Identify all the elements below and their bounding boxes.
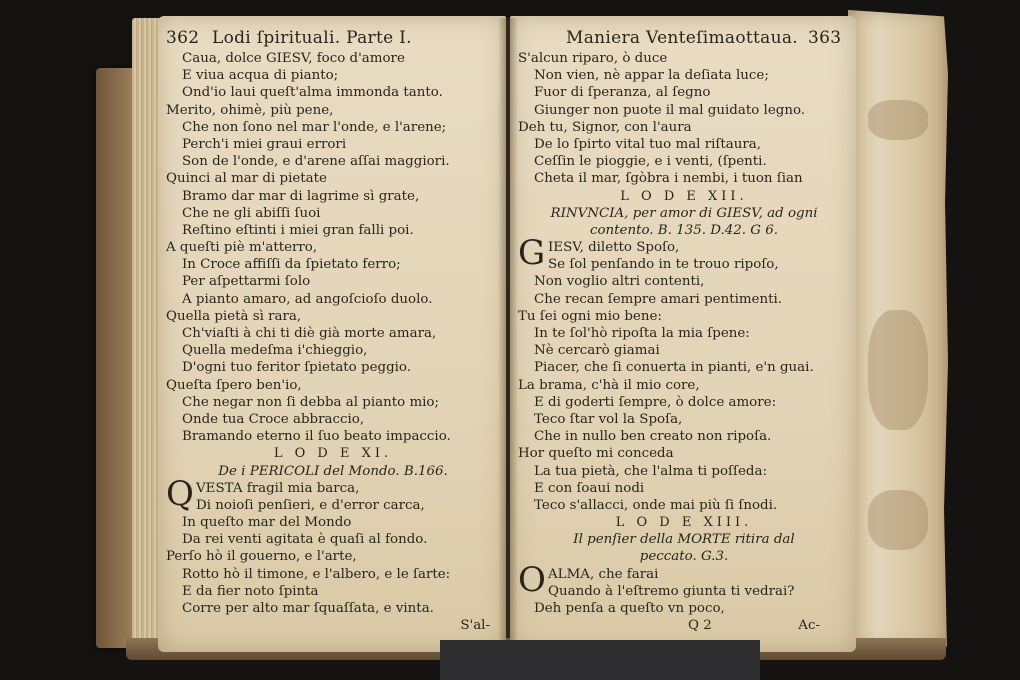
lode-title-xiii: L O D E XIII. xyxy=(615,515,753,531)
torn-flyleaf xyxy=(848,10,948,650)
verse-line: IESV, diletto Spoſo, xyxy=(548,240,680,256)
book-gutter xyxy=(498,18,518,652)
verse-line: ALMA, che farai xyxy=(548,566,659,582)
verse-line: De lo ſpirto vital tuo mal riſtaura, xyxy=(534,136,761,152)
open-book xyxy=(96,10,952,662)
verse-line: Teco ſtar vol la Spoſa, xyxy=(534,411,683,427)
verse-line: A pianto amaro, ad angoſcioſo duolo. xyxy=(182,291,433,307)
verse-line: S'alcun riparo, ò duce xyxy=(518,51,668,66)
verse-line: E di goderti ſempre, ò dolce amore: xyxy=(534,394,777,410)
lode-subtitle-xi: De i PERICOLI del Mondo. B.166. xyxy=(218,463,448,479)
verse-line: Che ne gli abiſſi ſuoi xyxy=(182,205,321,221)
verse-line: Nè cercarò giamai xyxy=(534,343,660,359)
verse-line: Deh penſa a queſto vn poco, xyxy=(534,601,725,617)
verse-line: D'ogni tuo feritor ſpietato peggio. xyxy=(182,360,412,376)
left-page xyxy=(158,16,506,652)
lode-title-xii: L O D E XII. xyxy=(620,188,748,204)
verse-line: Rotto hò il timone, e l'albero, e le ſarte: xyxy=(182,566,451,582)
verse-line: Per aſpettarmi ſolo xyxy=(182,274,311,290)
drop-cap-stanza xyxy=(518,233,850,274)
verse-line: E con ſoaui nodi xyxy=(534,480,645,496)
drop-cap-o: O xyxy=(518,559,546,600)
verse-line: Se ſol penſando in te trouo ripoſo, xyxy=(548,257,779,273)
verse-line: Quinci al mar di pietate xyxy=(166,171,327,187)
verse-line: Quella medeſma i'chieggio, xyxy=(182,343,368,359)
verse-line: Che negar non ſi debba al pianto mio; xyxy=(182,394,439,410)
verse-line: La brama, c'hà il mio core, xyxy=(518,377,700,393)
verse-line: Reſtino eſtinti i miei gran falli poi. xyxy=(182,222,414,238)
right-running-title: Maniera Venteſimaottaua. xyxy=(566,28,798,48)
verse-line: Ch'viaſti à chi ti diè già morte amara, xyxy=(182,326,437,341)
verse-line: E da fier noto ſpinta xyxy=(182,583,319,599)
left-page-number: 362 xyxy=(166,28,200,48)
right-page-number: 363 xyxy=(807,28,842,48)
left-running-title: Lodi ſpirituali. Parte I. xyxy=(212,28,412,48)
verse-line: Quando à l'eſtremo giunta ti vedrai? xyxy=(548,583,795,599)
verse-line: In queſto mar del Mondo xyxy=(182,515,352,531)
verse-line: Queſta ſpero ben'io, xyxy=(166,377,302,393)
verse-line: Non voglio altri contenti, xyxy=(534,274,705,290)
verse-line: Bramo dar mar di lagrime sì grate, xyxy=(182,188,420,204)
verse-line: In te ſol'hò ripoſta la mia ſpene: xyxy=(534,326,750,342)
verse-line: Che in nullo ben creato non ripoſa. xyxy=(534,429,772,445)
verse-line: Cheta il mar, ſgòbra i nembi, i tuon ſian xyxy=(534,171,803,187)
verse-line: In Croce affiſſi da ſpietato ferro; xyxy=(182,257,401,273)
verse-line: Ceſſin le pioggie, e i venti, (ſpenti. xyxy=(534,154,767,170)
verse-line: Perch'i miei graui errori xyxy=(182,136,347,152)
right-page xyxy=(510,16,856,652)
lode-subtitle-xiii-b: peccato. G.3. xyxy=(639,549,729,565)
verse-line: Onde tua Croce abbraccio, xyxy=(182,411,365,427)
verse-line: Son de l'onde, e d'arene aſſai maggiori. xyxy=(182,154,450,170)
right-page-footer xyxy=(518,617,850,634)
verse-line: Non vien, nè appar la deſiata luce; xyxy=(534,68,769,84)
verse-line: Merito, ohimè, più pene, xyxy=(166,102,334,118)
verse-line: Ond'io laui queſt'alma immonda tanto. xyxy=(182,85,443,101)
lode-title-xi: L O D E XI. xyxy=(273,446,393,462)
signature-mark: Q 2 xyxy=(688,618,712,634)
lode-subtitle-xiii-a: Il penſier della MORTE ritira dal xyxy=(573,532,795,548)
verse-line: Bramando eterno il ſuo beato impaccio. xyxy=(182,429,451,445)
verse-line: La tua pietà, che l'alma ti poſſeda: xyxy=(534,463,767,479)
verse-line: Che non ſono nel mar l'onde, e l'arene; xyxy=(182,119,447,135)
verse-line: Giunger non puote il mal guidato legno. xyxy=(534,102,806,118)
verse-line: Quella pietà sì rara, xyxy=(166,308,302,324)
right-running-head xyxy=(518,26,850,50)
verse-line: Tu ſei ogni mio bene: xyxy=(518,308,662,324)
background-cloth xyxy=(440,640,760,680)
verse-line: Teco s'allacci, onde mai più ſi ſnodi. xyxy=(534,497,778,513)
lode-subtitle-xii-a: RINVNCIA, per amor di GIESV, ad ogni xyxy=(550,205,818,221)
drop-cap-q: Q xyxy=(166,473,194,514)
verse-line: Di noioſi penſieri, e d'error carca, xyxy=(196,497,425,513)
verse-line: Piacer, che ſi conuerta in pianti, e'n guai. xyxy=(534,360,814,376)
verse-line: E viua acqua di pianto; xyxy=(182,68,339,84)
verse-line: Che recan ſempre amari pentimenti. xyxy=(534,291,783,307)
verse-line: Corre per alto mar ſquaſſata, e vinta. xyxy=(182,601,434,617)
verse-line: Da rei venti agitata è quaſi al fondo. xyxy=(182,532,428,548)
drop-cap-stanza xyxy=(518,559,850,600)
drop-cap-stanza xyxy=(166,473,500,514)
verse-line: Caua, dolce GIESV, foco d'amore xyxy=(182,51,405,66)
right-catchword: Ac- xyxy=(798,618,820,634)
left-catchword: S'al- xyxy=(460,618,490,634)
verse-line: Hor queſto mi conceda xyxy=(518,446,674,462)
verse-line: Deh tu, Signor, con l'aura xyxy=(518,119,692,135)
verse-line: Perſo hò il gouerno, e l'arte, xyxy=(166,549,357,565)
verse-line: A queſti piè m'atterro, xyxy=(166,240,318,256)
verse-line: VESTA fragil mia barca, xyxy=(196,480,360,496)
verse-line: Fuor di ſperanza, al ſegno xyxy=(534,85,711,101)
lode-subtitle-xii-b: contento. B. 135. D.42. G 6. xyxy=(589,222,779,238)
drop-cap-g: G xyxy=(518,233,546,274)
left-running-head xyxy=(166,26,500,50)
